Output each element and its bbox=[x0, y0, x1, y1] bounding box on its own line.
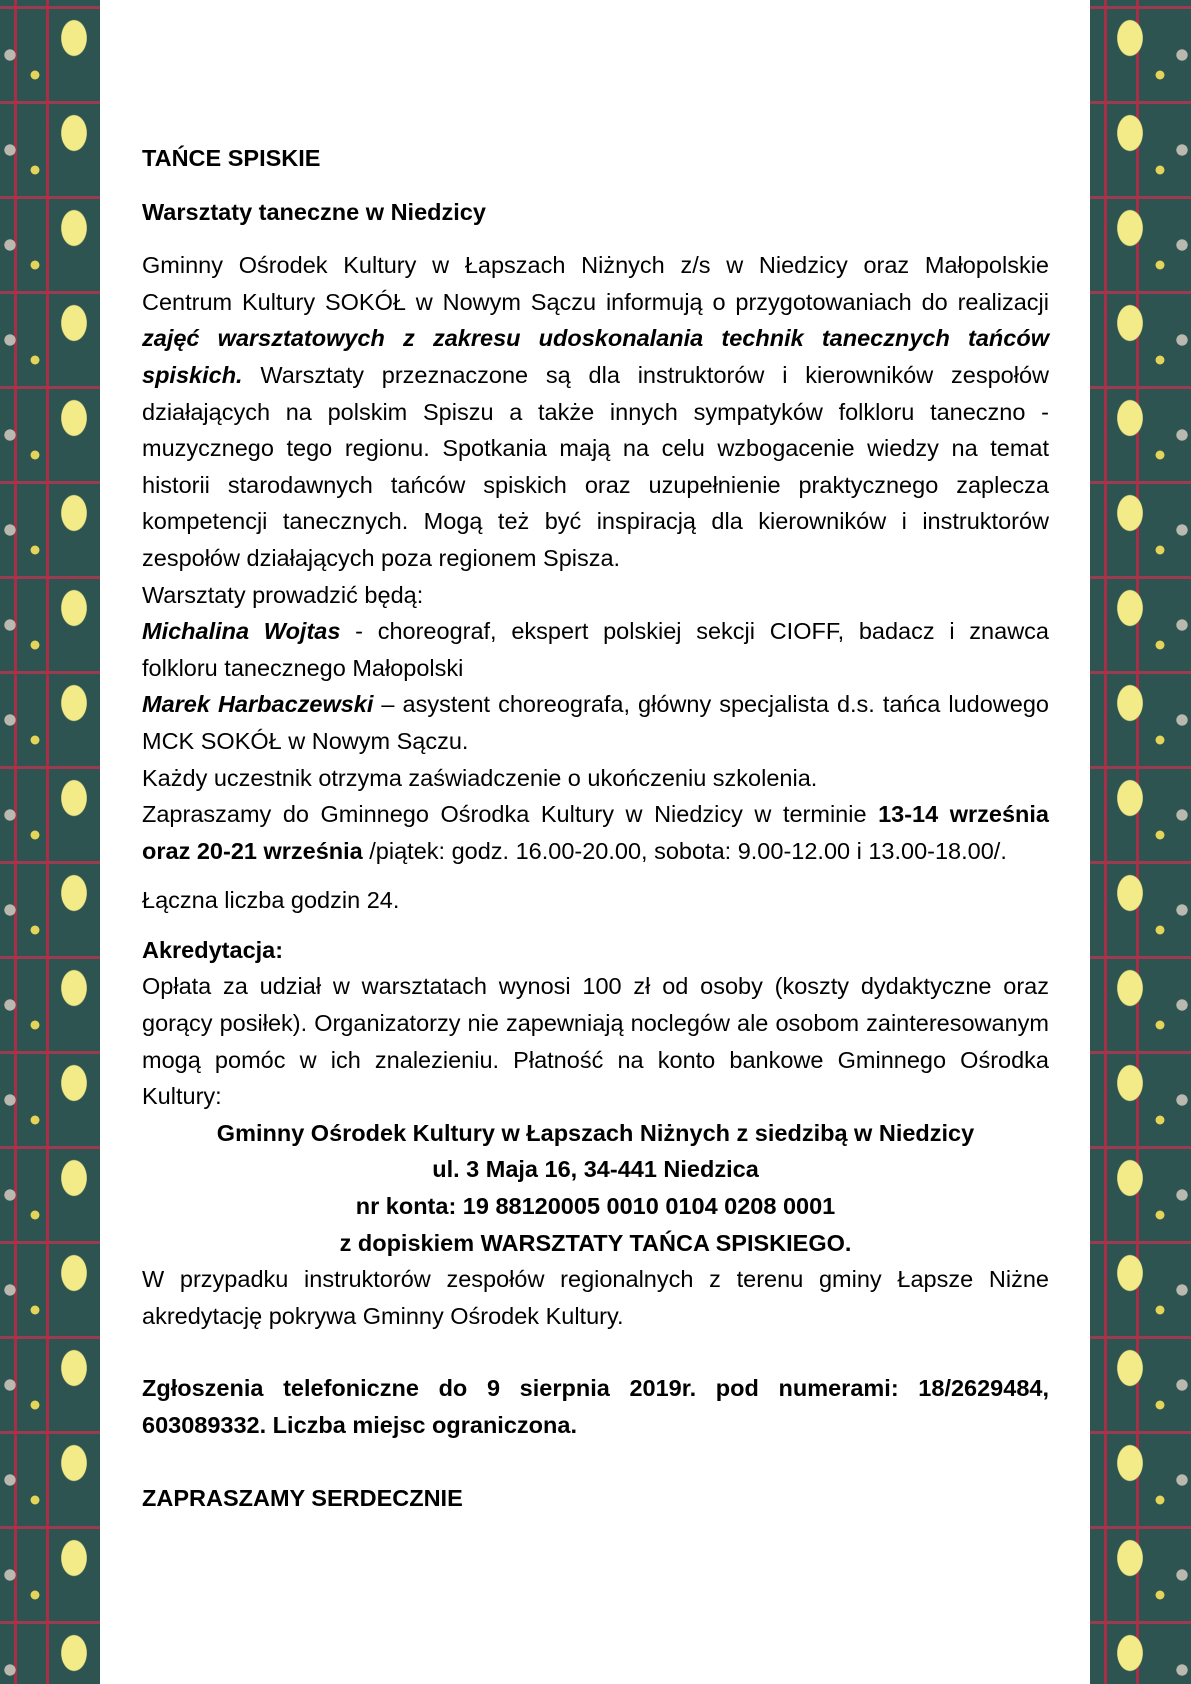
bank-address: ul. 3 Maja 16, 34-441 Niedzica bbox=[432, 1156, 759, 1183]
bank-account-holder: Gminny Ośrodek Kultury w Łapszach Niżnych z siedzibą w Niedzicy bbox=[216, 1119, 975, 1146]
decorative-border-right bbox=[1090, 0, 1191, 1684]
document-body bbox=[142, 140, 1049, 1516]
leader-name: Marek Harbaczewski bbox=[142, 691, 374, 718]
closing-line: ZAPRASZAMY SERDECZNIE bbox=[142, 1484, 463, 1511]
invite-paragraph bbox=[142, 796, 1049, 869]
leader-entry bbox=[142, 613, 1049, 686]
tassel-pattern bbox=[1090, 0, 1191, 1684]
document-subtitle: Warsztaty taneczne w Niedzicy bbox=[142, 198, 486, 225]
leader-description: – asystent choreografa, główny specjalista d.s. tańca ludowego MCK SOKÓŁ w Nowym Sączu. bbox=[142, 691, 1049, 754]
total-hours: Łączna liczba godzin 24. bbox=[142, 887, 400, 914]
regional-note: W przypadku instruktorów zespołów regionalnych z terenu gminy Łapsze Niżne akredytację pokrywa Gminny Ośrodek Kultury. bbox=[142, 1266, 1049, 1329]
registration-info: Zgłoszenia telefoniczne do 9 sierpnia 2019r. pod numerami: 18/2629484, 603089332. Liczba miejsc ograniczona. bbox=[142, 1375, 1049, 1438]
intro-text-start: Gminny Ośrodek Kultury w Łapszach Niżnych z/s w Niedzicy oraz Małopolskie Centrum Kultury SOKÓŁ w Nowym Sączu informują o przygotowaniach do realizacji bbox=[142, 252, 1049, 315]
intro-text-rest: Warsztaty przeznaczone są dla instruktorów i kierowników zespołów działających na polskim Spiszu a także innych sympatyków folkloru taneczno - muzycznego tego regionu. Spotkania mają na celu wzbogacenie wiedzy na temat historii starodawnych tańców spiskich oraz uzupełnienie praktycznego zaplecza kompetencji tanecznych. Mogą też być inspiracją dla kierowników i instruktorów zespołów działających poza regionem Spisza. bbox=[142, 361, 1049, 571]
leaders-intro: Warsztaty prowadzić będą: bbox=[142, 581, 424, 608]
invite-hours: /piątek: godz. 16.00-20.00, sobota: 9.00-12.00 i 13.00-18.00/. bbox=[362, 837, 1007, 864]
leader-entry bbox=[142, 686, 1049, 759]
invite-dates: 13-14 września oraz 20-21 września bbox=[142, 801, 1049, 864]
leader-description: - choreograf, ekspert polskiej sekcji CIOFF, badacz i znawca folkloru tanecznego Małopolski bbox=[142, 618, 1049, 681]
intro-emphasis: zajęć warsztatowych z zakresu udoskonalania technik tanecznych tańców spiskich. bbox=[142, 325, 1049, 388]
accreditation-heading: Akredytacja: bbox=[142, 936, 284, 963]
certificate-note: Każdy uczestnik otrzyma zaświadczenie o ukończeniu szkolenia. bbox=[142, 764, 818, 791]
bank-transfer-note: z dopiskiem WARSZTATY TAŃCA SPISKIEGO. bbox=[339, 1229, 852, 1256]
leader-name: Michalina Wojtas bbox=[142, 618, 341, 645]
document-title: TAŃCE SPISKIE bbox=[142, 145, 321, 171]
invite-text: Zapraszamy do Gminnego Ośrodka Kultury w Niedzicy w terminie bbox=[142, 801, 879, 828]
intro-paragraph bbox=[142, 247, 1049, 576]
tassel-pattern bbox=[0, 0, 100, 1684]
bank-account-number: nr konta: 19 88120005 0010 0104 0208 0001 bbox=[355, 1193, 836, 1220]
accreditation-text: Opłata za udział w warsztatach wynosi 100 zł od osoby (koszty dydaktyczne oraz gorący posiłek). Organizatorzy nie zapewniają noclegów ale osobom zainteresowanym mogą pomóc w ich znalezieniu. Płatność na konto bankowe Gminnego Ośrodka Kultury: bbox=[142, 973, 1049, 1110]
decorative-border-left bbox=[0, 0, 100, 1684]
